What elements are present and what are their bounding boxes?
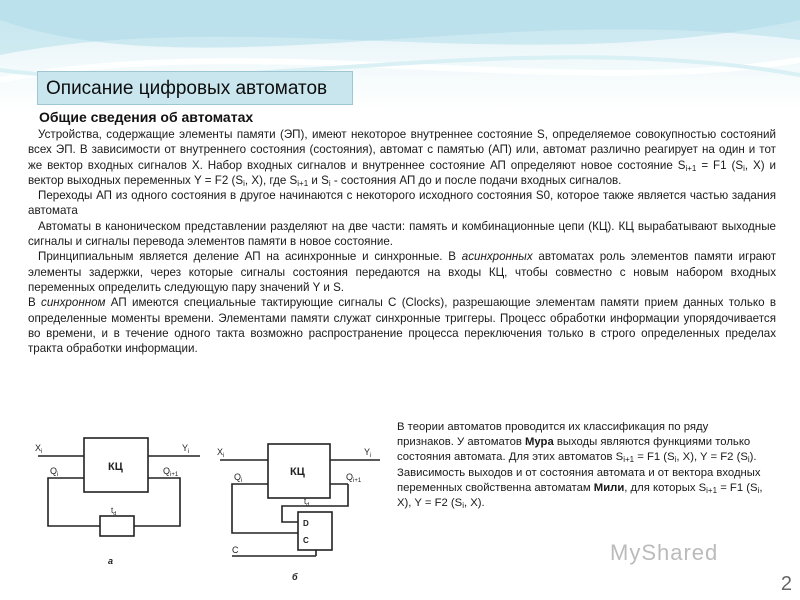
svg-text:Yi: $Y_i$: [182, 443, 190, 455]
svg-text:Xi: $X_i$: [35, 443, 43, 455]
svg-text:td: $t_d$: [111, 506, 117, 517]
main-text: [28, 127, 776, 356]
classification-text: [397, 420, 767, 511]
kc-block-label-b: КЦ: [290, 466, 305, 478]
paragraph-transitions: Переходы АП из одного состояния в другое начинаются с некоторого исходного состояния S0, которое также является частью задания автомата: [28, 189, 776, 218]
svg-text:Xi: $X_i$: [217, 447, 225, 459]
svg-text:Qi+1: $Q_{i+1}$: [346, 472, 362, 484]
svg-text:D: D: [303, 519, 309, 528]
diagram-async: [28, 430, 208, 570]
watermark-logo: MyShared: [610, 540, 719, 565]
paragraph-mealy: Зависимость выходов и от состояния автомата и от вектора входных переменных свойственна автоматам Мили, для которых $S_{i+1} = F1$ ($S_i$, X), Y = F2 ($S_i$, X).: [397, 466, 763, 511]
svg-text:Qi: $Q_i$: [50, 466, 59, 478]
paragraph-async: Принципиальным является деление АП на асинхронные и синхронные. В асинхронных автоматах роль элементов памяти играют элементы задержки, через которые сигналы состояния передаются на входы КЦ, чтобы совместно с новым набором входных переменных определить следующую пару значений Y и S.: [28, 250, 777, 294]
kc-block-label: КЦ: [108, 461, 123, 473]
diagram-caption-a: а: [108, 556, 114, 566]
paragraph-canonical: Автоматы в каноническом представлении разделяют на две части: память и комбинационные цепи (КЦ). КЦ вырабатывают выходные сигналы и сигналы перевода элементов памяти в новое состояние.: [28, 219, 776, 249]
svg-text:Qi+1: $Q_{i+1}$: [163, 466, 179, 478]
page-number: 2: [780, 573, 792, 595]
svg-text:Yi: $Y_i$: [364, 447, 372, 459]
slide-title: Описание цифровых автоматов: [37, 71, 353, 105]
diagram-sync: [212, 440, 388, 586]
svg-text:C: C: [232, 545, 239, 555]
paragraph-memory-state: Устройства, содержащие элементы памяти (ЭП), имеют некоторое внутреннее состояние S, определяемое совокупностью состояний всех ЭП. В зависимости от внутреннего состояния (состояния), автомат с памятью (АП) или, автомат различно реагирует на один и тот же вектор входных сигналов X. Набор входных сигналов и внутреннее состояние АП определяют новое состояние $S_{i+1} = F1$ ($S_i$, X) и вектор выходных переменных Y = F2 ($S_i$, X), где $S_{i+1}$ и $S_i$ - состояния АП до и после подачи входных сигналов.: [28, 128, 776, 188]
section-heading: Общие сведения об автоматах: [39, 109, 254, 125]
paragraph-sync: В синхронном АП имеются специальные тактирующие сигналы С (Clocks), разрешающие элементам памяти прием данных только в определенные моменты времени. Элементами памяти служат синхронные триггеры. Процесс обработки информации упорядочивается во времени, и в течение одного такта возможно распространение процесса переключения только в строго определенных пределах тракта обработки информации.: [28, 296, 776, 356]
paragraph-moore: В теории автоматов проводится их классификация по ряду признаков. У автоматов Мура выходы являются функциями только состояния автомата. Для этих автоматов $S_{i+1} = F1$ ($S_i$, X), Y = F2 $(S_i)$.: [397, 421, 757, 465]
diagram-caption-b: б: [292, 572, 298, 582]
svg-text:Qi: $Q_i$: [234, 472, 243, 484]
svg-text:td: $t_d$: [304, 497, 310, 508]
svg-text:C: C: [303, 536, 309, 545]
